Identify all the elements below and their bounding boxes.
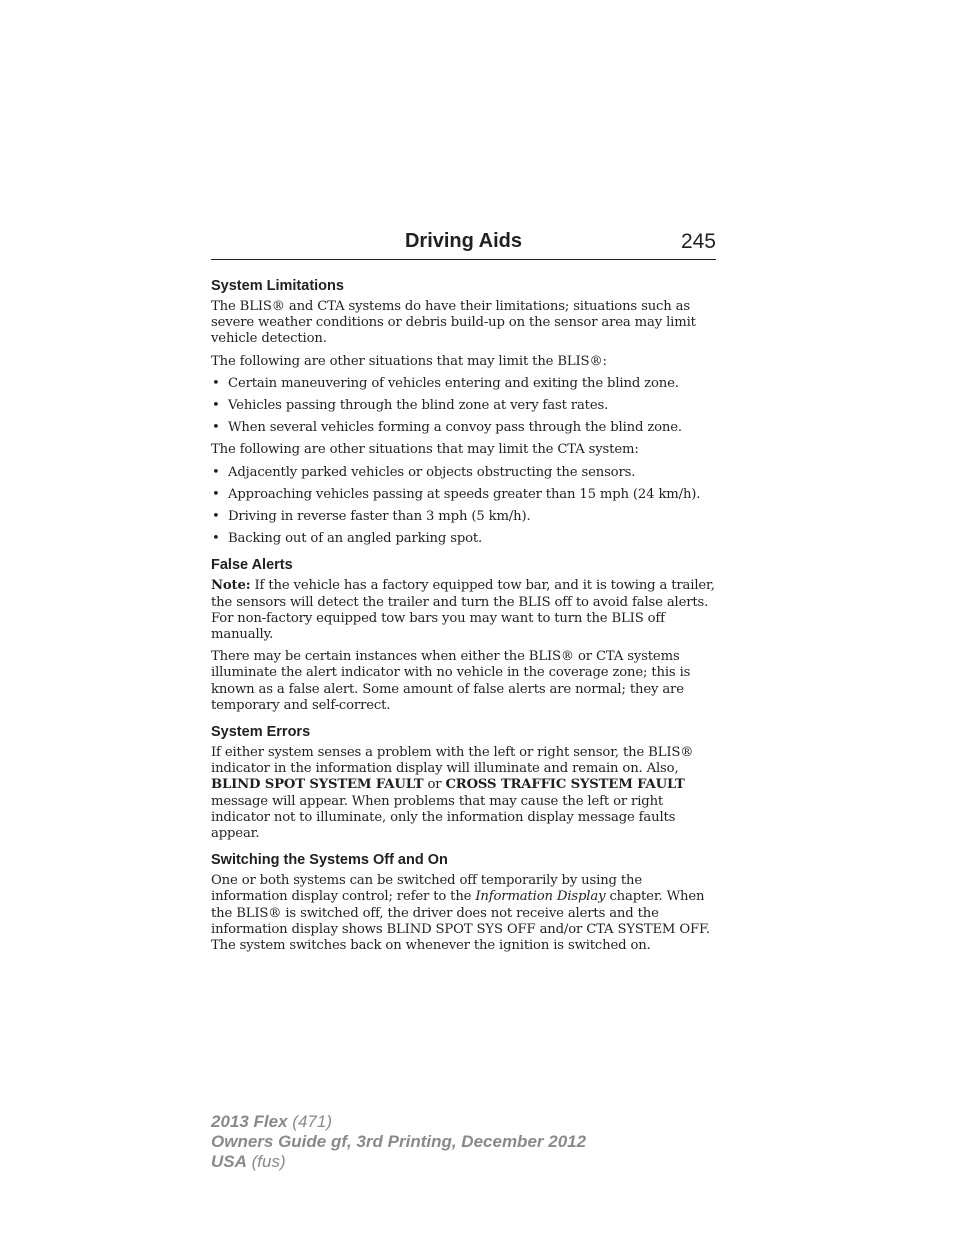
system-errors-heading: System Errors bbox=[211, 724, 311, 741]
system-limitations-heading: System Limitations bbox=[211, 278, 344, 294]
page-header bbox=[211, 229, 716, 260]
cta-intro-paragraph: The following are other situations that may limit the CTA system: bbox=[211, 442, 639, 458]
note-paragraph bbox=[211, 578, 716, 643]
false-alert-paragraph: There may be certain instances when either the BLIS® or CTA systems illuminate the alert indicator with no vehicle in the coverage zone; this is known as a false alert. Some amount of false alerts are normal; they are temporary and self-correct. bbox=[211, 649, 691, 713]
switching-section bbox=[211, 851, 716, 954]
system-errors-section bbox=[211, 723, 716, 842]
errors-text-part: message will appear. When problems that may cause the left or right indicator not to illuminate, only the information display message faults appear. bbox=[211, 793, 676, 842]
page-number: 245 bbox=[680, 230, 716, 253]
page-footer bbox=[211, 1112, 586, 1172]
list-item bbox=[211, 465, 716, 481]
cross-traffic-fault-message: CROSS TRAFFIC SYSTEM FAULT bbox=[445, 777, 685, 793]
section-title: Driving Aids bbox=[404, 230, 523, 252]
errors-text-part: If either system senses a problem with the left or right sensor, the BLIS® indicator in the information display will illuminate and remain on. Also, bbox=[211, 745, 694, 777]
list-item-text: Approaching vehicles passing at speeds greater than 15 mph (24 km/h). bbox=[228, 486, 701, 502]
list-item-text: Certain maneuvering of vehicles entering and exiting the blind zone. bbox=[228, 375, 679, 391]
list-item-text: Vehicles passing through the blind zone at very fast rates. bbox=[228, 398, 609, 414]
system-limitations-section bbox=[211, 277, 716, 547]
list-item bbox=[211, 376, 716, 392]
manual-page bbox=[211, 229, 716, 960]
note-label: Note: bbox=[211, 578, 251, 594]
switching-text-part: One or both systems can be switched off temporarily by using the information display control; refer to the bbox=[211, 873, 643, 905]
system-errors-paragraph bbox=[211, 745, 716, 842]
errors-text-part: or bbox=[423, 777, 446, 793]
false-alerts-heading: False Alerts bbox=[211, 557, 293, 574]
bullet-icon: • bbox=[212, 464, 220, 480]
bullet-icon: • bbox=[212, 398, 220, 414]
list-item bbox=[211, 509, 716, 525]
footer-model-code: (471) bbox=[292, 1112, 332, 1131]
bullet-icon: • bbox=[212, 509, 220, 525]
list-item-text: Backing out of an angled parking spot. bbox=[228, 531, 483, 547]
list-item bbox=[211, 487, 716, 503]
switching-heading: Switching the Systems Off and On bbox=[211, 852, 448, 869]
footer-region-code: (fus) bbox=[251, 1152, 286, 1171]
list-item bbox=[211, 531, 716, 547]
blis-limitations-list bbox=[211, 376, 716, 437]
bullet-icon: • bbox=[212, 486, 220, 502]
blind-spot-fault-message: BLIND SPOT SYSTEM FAULT bbox=[211, 777, 424, 793]
bullet-icon: • bbox=[212, 420, 220, 436]
cta-limitations-list bbox=[211, 465, 716, 548]
bullet-icon: • bbox=[212, 531, 220, 547]
information-display-reference: Information Display bbox=[475, 889, 606, 905]
footer-region: USA bbox=[211, 1152, 247, 1171]
footer-region-line bbox=[211, 1152, 586, 1172]
footer-model-line bbox=[211, 1112, 586, 1132]
list-item-text: When several vehicles forming a convoy pass through the blind zone. bbox=[228, 420, 682, 436]
false-alerts-section bbox=[211, 556, 716, 714]
switching-text-part: chapter. When the BLIS® is switched off, the driver does not receive alerts and the information display shows BLIND SPOT SYS OFF and/or CTA SYSTEM OFF. The system switches back on whenever the ignition is switched on. bbox=[211, 889, 710, 954]
list-item bbox=[211, 398, 716, 414]
footer-guide-line: Owners Guide gf, 3rd Printing, December 2012 bbox=[211, 1132, 587, 1151]
switching-paragraph bbox=[211, 873, 716, 954]
blis-intro-paragraph: The following are other situations that may limit the BLIS®: bbox=[211, 353, 607, 369]
footer-model: 2013 Flex bbox=[211, 1112, 288, 1131]
list-item bbox=[211, 420, 716, 436]
list-item-text: Adjacently parked vehicles or objects obstructing the sensors. bbox=[228, 464, 636, 480]
note-text: If the vehicle has a factory equipped tow bar, and it is towing a trailer, the sensors will detect the trailer and turn the BLIS off to avoid false alerts. For non-factory equipped tow bars you may want to turn the BLIS off manually. bbox=[211, 578, 715, 643]
limitations-paragraph: The BLIS® and CTA systems do have their limitations; situations such as severe weather conditions or debris build-up on the sensor area may limit vehicle detection. bbox=[211, 299, 696, 347]
list-item-text: Driving in reverse faster than 3 mph (5 km/h). bbox=[228, 509, 531, 525]
bullet-icon: • bbox=[212, 375, 220, 391]
